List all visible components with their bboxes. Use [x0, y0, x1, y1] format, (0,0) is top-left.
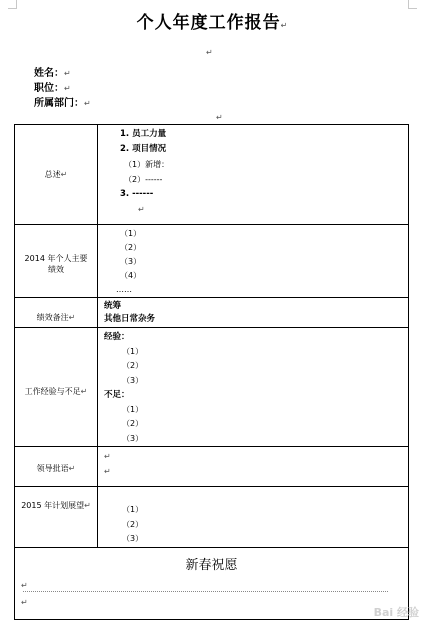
table-row-plan: [15, 487, 409, 548]
watermark-logo: Bai 经验: [373, 606, 419, 619]
department-label: 所属部门：: [34, 98, 84, 109]
table-row-experience: [15, 328, 409, 447]
performance-content-cell[interactable]: [98, 225, 409, 298]
plan-label: 2015 年计划展望↵: [21, 501, 91, 510]
list-item: 1. 员工力量: [120, 129, 167, 139]
table-row-performance: [15, 225, 409, 298]
plan-label-cell: [15, 487, 98, 548]
list-item: （1）: [120, 229, 142, 238]
table-row-notes: [15, 298, 409, 328]
position-line: 职位：↵: [34, 83, 71, 94]
list-item: （2）------: [124, 175, 163, 184]
overview-label-cell: [15, 125, 98, 225]
department-line: 所属部门：↵: [34, 98, 91, 109]
overview-label: 总述↵: [44, 170, 68, 179]
list-item: 2. 项目情况: [120, 144, 167, 154]
list-item: ……: [116, 285, 132, 294]
table-row-overview: [15, 125, 409, 225]
list-item: （3）: [122, 433, 144, 443]
shortcoming-heading: 不足：: [104, 390, 130, 400]
list-item: 3. ------: [120, 189, 154, 199]
list-item: （3）: [120, 257, 142, 266]
performance-label-cell: [15, 225, 98, 298]
experience-heading: 经验：: [104, 332, 130, 342]
experience-content-cell[interactable]: [98, 328, 409, 447]
list-item: （1）: [122, 404, 144, 414]
table-row-greeting: [15, 547, 409, 619]
greeting-heading: 新春祝愿: [185, 557, 238, 573]
experience-label: 工作经验与不足↵: [24, 387, 88, 396]
document-title: 个人年度工作报告↵: [136, 13, 289, 33]
list-item: （2）: [122, 361, 144, 370]
approval-label-cell: [15, 447, 98, 487]
paragraph-mark: ↵: [216, 113, 223, 122]
report-table: [14, 124, 409, 620]
position-label: 职位：: [34, 83, 64, 94]
notes-content-cell[interactable]: [98, 298, 409, 328]
dotted-line: [23, 590, 388, 592]
list-item: （3）: [122, 375, 144, 385]
list-item: （3）: [122, 534, 144, 543]
performance-label: 2014 年个人主要 绩效: [24, 254, 88, 274]
list-item: （1）新增：: [124, 160, 170, 169]
paragraph-mark: ↵: [206, 48, 213, 57]
list-item: （1）: [122, 505, 144, 514]
list-item: （4）: [120, 271, 142, 280]
list-item: （2）: [120, 243, 142, 252]
plan-content-cell[interactable]: [98, 487, 409, 548]
list-item: 其他日常杂务: [104, 314, 156, 324]
table-row-approval: [15, 447, 409, 487]
approval-label: 领导批语↵: [36, 464, 76, 473]
name-line: 姓名：↵: [34, 68, 71, 79]
name-label: 姓名：: [34, 68, 64, 79]
notes-label: 绩效备注↵: [36, 313, 76, 322]
experience-label-cell: [15, 328, 98, 447]
greeting-cell[interactable]: 新春祝愿 ↵ ↵: [15, 547, 409, 619]
approval-content-cell[interactable]: ↵ ↵: [98, 447, 409, 487]
list-item: （2）: [122, 419, 144, 428]
notes-label-cell: [15, 298, 98, 328]
list-item: 统筹: [104, 301, 122, 311]
overview-content-cell[interactable]: 1. 员工力量 2. 项目情况 （1）新增： （2）------ 3. ------ ↵: [98, 125, 409, 225]
list-item: （1）: [122, 346, 144, 356]
list-item: （2）: [122, 519, 144, 529]
